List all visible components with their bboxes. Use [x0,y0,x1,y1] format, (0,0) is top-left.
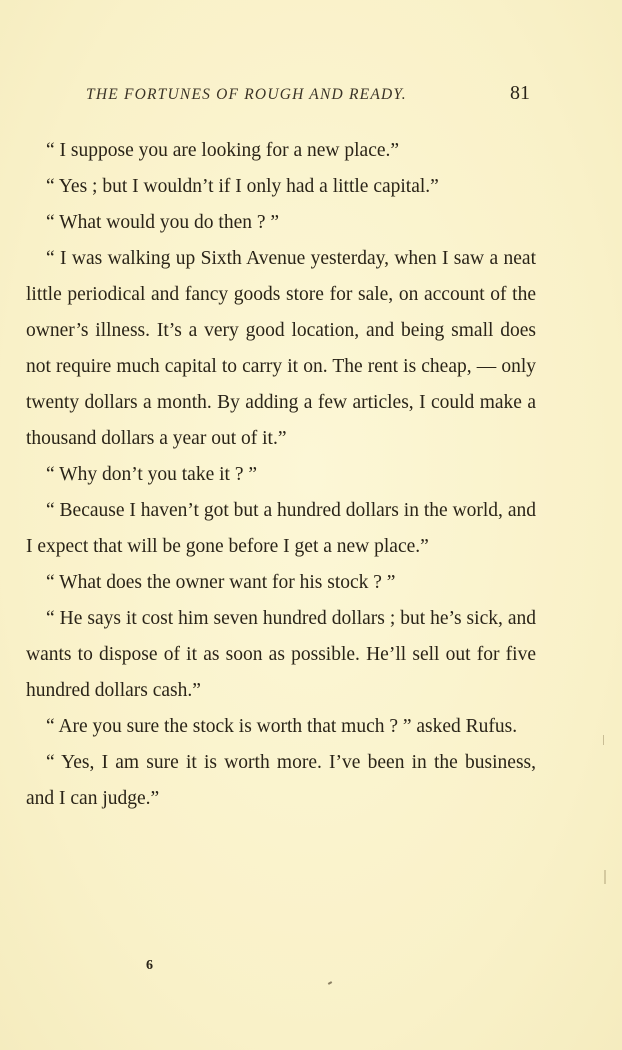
ink-speck [603,735,604,745]
paragraph: “ Yes ; but I wouldn’t if I only had a little capital.” [46,176,439,197]
signature-mark: 6 [146,958,153,973]
running-head: THE FORTUNES OF ROUGH AND READY. [86,86,407,103]
paragraph: “ He says it cost him seven hundred dollars ; but he’s sick, and wants to dispose of it as soon as possible. He’ll sell out for five hundred dollars cash.” [26,608,536,701]
paragraph: “ Why don’t you take it ? ” [46,464,258,485]
body-text [26,133,536,817]
paragraph: “ Because I haven’t got but a hundred dollars in the world, and I expect that will be gone before I get a new place.” [26,500,536,557]
paragraph: “ What would you do then ? ” [46,212,280,233]
paragraph: “ What does the owner want for his stock ? ” [46,572,396,593]
paragraph: “ I was walking up Sixth Avenue yesterday, when I saw a neat little periodical and fancy goods store for sale, on account of the owner’s illness. It’s a very good location, and being small does not require much capital to carry it on. The rent is cheap, — only twenty dollars a month. By adding a few articles, I could make a thousand dollars a year out of it.” [26,248,536,449]
ink-speck [604,870,606,884]
ink-speck [328,981,332,985]
page-number: 81 [510,82,530,104]
paragraph: “ I suppose you are looking for a new place.” [46,140,400,161]
paragraph: “ Are you sure the stock is worth that much ? ” asked Rufus. [46,716,518,737]
paragraph: “ Yes, I am sure it is worth more. I’ve been in the business, and I can judge.” [26,752,536,809]
